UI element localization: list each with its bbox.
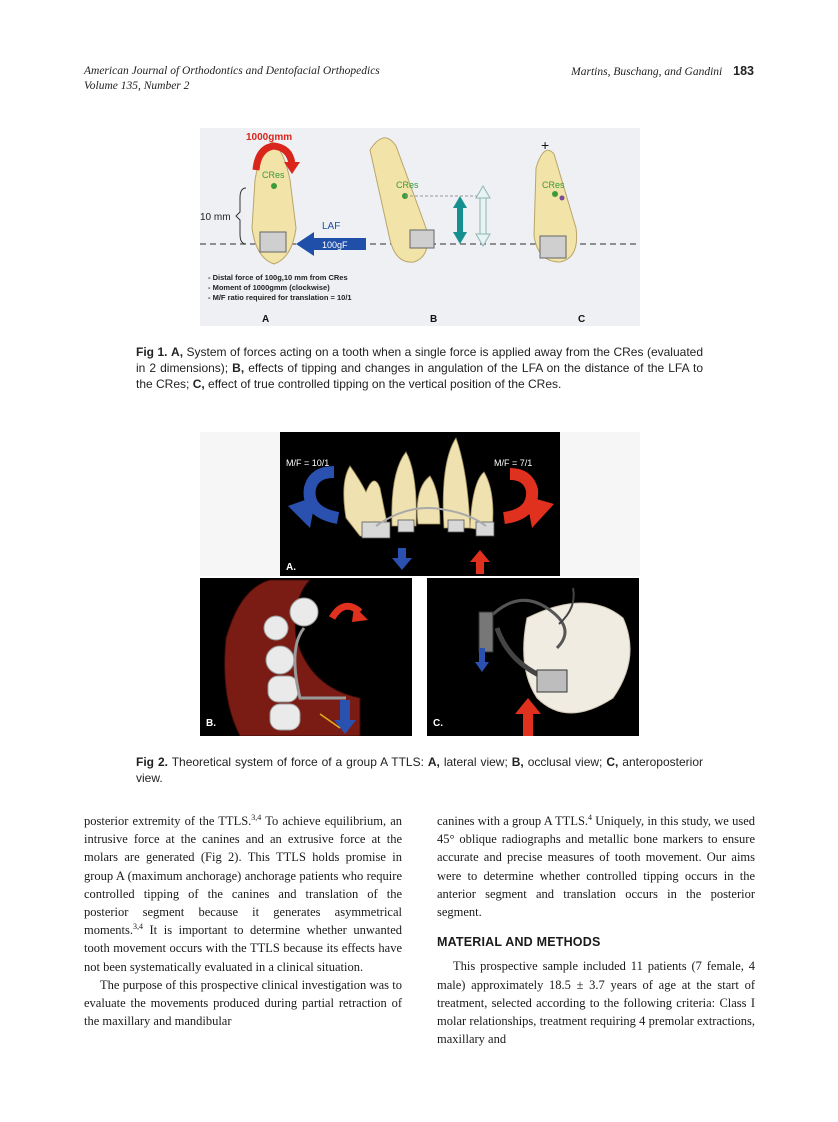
ap-bracket-right bbox=[537, 670, 567, 692]
teal-double-arrow bbox=[453, 196, 467, 244]
intrusive-arrow bbox=[392, 548, 412, 570]
figure-1-panel-label-c: C bbox=[578, 314, 586, 325]
distance-label: 10 mm bbox=[200, 212, 231, 223]
author-names: Martins, Buschang, and Gandini bbox=[571, 66, 723, 78]
figure-1-note-2: - Moment of 1000gmm (clockwise) bbox=[208, 283, 330, 292]
figure-2-caption-label-b: B, bbox=[511, 755, 524, 769]
figure-1-caption-label-b: B, bbox=[232, 361, 245, 375]
tooth-b bbox=[370, 138, 434, 262]
figure-2-caption-text-4: anteroposterior view. bbox=[136, 755, 703, 785]
force-label: 100gF bbox=[322, 240, 348, 250]
page-number: 183 bbox=[733, 64, 754, 78]
figure-1-caption-text-c: effect of true controlled tipping on the vertical position of the CRes. bbox=[204, 377, 562, 391]
right-paragraph-2: This prospective sample included 11 patients (7 female, 4 male) approximately 18.5 ± 3.7 years of age at the start of treatment, selected according to the following criteria: Class I molar relationships, treatment requiring 4 premolar extractions, maxillary and bbox=[437, 959, 755, 1047]
tooth-c bbox=[534, 150, 577, 262]
figure-1-illustration bbox=[200, 128, 640, 326]
figure-1-note-3: - M/F ratio required for translation = 10/1 bbox=[208, 293, 352, 302]
cres-label-a: CRes bbox=[262, 170, 285, 180]
journal-title: American Journal of Orthodontics and Dentofacial Orthopedics bbox=[84, 65, 380, 77]
figure-2-caption-label-a: A, bbox=[427, 755, 440, 769]
figure-1-caption-text-a: System of forces acting on a tooth when a single force is applied away from the CRes (evaluated in 2 dimensions); bbox=[136, 345, 704, 375]
ap-red-arrow bbox=[515, 698, 541, 736]
figure-2a-lateral-view bbox=[280, 432, 560, 576]
red-moment-arrow bbox=[504, 474, 532, 518]
outline-double-arrow bbox=[476, 186, 490, 246]
figure-2-panel-label-c: C. bbox=[433, 718, 443, 729]
laf-label: LAF bbox=[322, 221, 341, 232]
red-moment-arrowhead bbox=[526, 496, 554, 528]
figure-2-panel-label-b: B. bbox=[206, 718, 216, 729]
body-column-left bbox=[84, 812, 402, 1030]
figure-1 bbox=[200, 128, 640, 326]
blue-moment-arrowhead bbox=[288, 496, 316, 528]
moment-label: 1000gmm bbox=[246, 132, 293, 143]
tooth-ap-view bbox=[524, 603, 630, 713]
figure-2b-occlusal-view bbox=[200, 578, 412, 736]
figure-2a-left-margin bbox=[200, 432, 280, 576]
left-paragraph-2: The purpose of this prospective clinical investigation was to evaluate the movements produced during partial retraction of the maxillary and mandibular bbox=[84, 977, 402, 1029]
right-paragraph-1: canines with a group A TTLS.$^4$ Uniquely, in this study, we used 45° oblique radiographs and metallic bone markers to ensure accurate and precise measures of tooth movement. Our aims were to determine whether controlled tipping occurs in the anterior segment and translation occurs in the posterior segment. bbox=[437, 812, 755, 920]
running-header-journal bbox=[84, 64, 380, 94]
bracket-a bbox=[260, 232, 286, 252]
cres-dot-c bbox=[552, 191, 558, 197]
extrusive-arrow bbox=[470, 550, 490, 574]
running-header-authors bbox=[571, 64, 754, 78]
cres-label-b: CRes bbox=[396, 180, 419, 190]
figure-2-caption-label-c: C, bbox=[606, 755, 619, 769]
section-heading: MATERIAL AND METHODS bbox=[437, 935, 601, 950]
distance-brace bbox=[236, 188, 246, 244]
figure-2a-right-margin bbox=[560, 432, 640, 576]
figure-1-caption-title: Fig 1. bbox=[136, 345, 168, 359]
figure-1-caption-text-b: effects of tipping and changes in angulation of the LFA on the distance of the LFA to the CRes; bbox=[136, 361, 703, 391]
figure-2-caption-text-2: lateral view; bbox=[439, 755, 512, 769]
figure-2c-anteroposterior-view bbox=[427, 578, 639, 736]
body-column-right bbox=[437, 812, 755, 1048]
figure-2-caption-text-1: Theoretical system of force of a group A TTLS: bbox=[167, 755, 428, 769]
ap-bracket-left bbox=[479, 612, 493, 652]
pivot-marker: + bbox=[541, 137, 550, 153]
journal-volume: Volume 135, Number 2 bbox=[84, 80, 190, 92]
figure-2-panel-label-a: A. bbox=[286, 562, 296, 573]
figure-2-caption-text-3: occlusal view; bbox=[523, 755, 607, 769]
cres-label-c: CRes bbox=[542, 180, 565, 190]
figure-1-panel-label-a: A bbox=[262, 314, 270, 325]
cres-dot-a bbox=[271, 183, 277, 189]
figure-1-caption-label-c: C, bbox=[192, 377, 205, 391]
mf-left-label: M/F = 10/1 bbox=[286, 458, 330, 468]
bracket-b bbox=[410, 230, 434, 248]
figure-1-note-1: - Distal force of 100g,10 mm from CRes bbox=[208, 273, 348, 282]
figure-2-caption bbox=[136, 754, 703, 786]
cres-dot-c-moved bbox=[560, 196, 565, 201]
left-paragraph-1: posterior extremity of the TTLS.$^{3,4}$ To achieve equilibrium, an intrusive force at the canines and an extrusive force at the molars are generated (Fig 2). This TTLS holds promise in group A (maximum anchorage) anchorage patients who require controlled tipping of the canines and translation of the posterior segment because it generates asymmetrical moments.$^{3,4}$ It is important to determine whether unwanted tooth movement occurs with the TTLS because its effects have not been systematically evaluated in a clinical situation. bbox=[84, 812, 403, 974]
figure-2-caption-title: Fig 2. bbox=[136, 755, 168, 769]
figure-1-caption-label-a: A, bbox=[171, 345, 184, 359]
figure-1-panel-label-b: B bbox=[430, 314, 438, 325]
mf-right-label: M/F = 7/1 bbox=[494, 458, 533, 468]
figure-1-caption bbox=[136, 344, 703, 392]
bracket-c bbox=[540, 236, 566, 258]
blue-moment-arrow bbox=[310, 472, 338, 518]
